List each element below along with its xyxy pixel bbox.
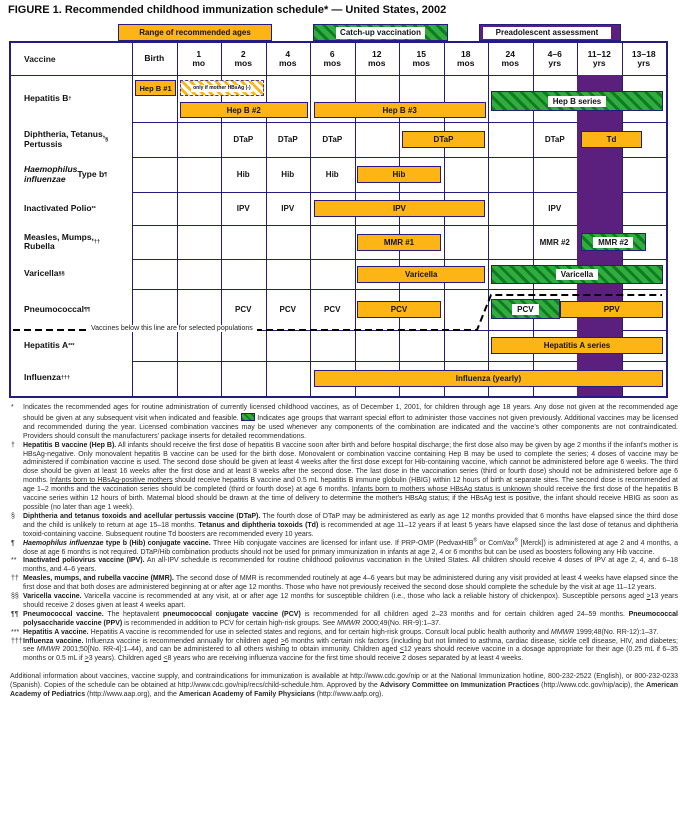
pneumococcal-bar-pcv: PCV xyxy=(357,301,441,318)
footnote-5 xyxy=(10,557,678,575)
schedule-timeline-area xyxy=(132,43,666,396)
footnote-symbol: ¶ xyxy=(11,539,15,547)
bar-label: PCV xyxy=(512,304,538,315)
varicella-green-varicella xyxy=(491,265,664,284)
footnote-symbol: *** xyxy=(11,628,20,636)
vaccine-label-influenza: Influenza ††† xyxy=(24,372,71,383)
footnote-symbol: ¶¶ xyxy=(11,610,19,618)
dtap-text-dtap: DTaP xyxy=(277,135,298,144)
legend-range-of-recommended-ages xyxy=(118,24,272,41)
legend-preadolescent-assessment xyxy=(479,24,621,41)
footnote-symbol: § xyxy=(11,512,15,520)
footnote-text: Measles, mumps, and rubella vaccine (MMR). The second dose of MMR is recommended routinely at age 4–6 years but may be administered during any visit provided at least 4 weeks have elapsed since the first dose and that both doses are administered beginning at or after age 12 months. Those who have not previously received the second dose should complete the schedule by the visit at age 11–12 years. xyxy=(23,575,679,592)
dtap-bar-dtap: DTaP xyxy=(402,131,486,148)
column-header-24-mos: 24 mos xyxy=(501,48,519,68)
footnote-8 xyxy=(10,611,678,629)
pneumococcal-bar-ppv: PPV xyxy=(560,301,663,318)
schedule-row-ipv xyxy=(132,192,666,225)
hepatitis-b-dashed-only-if-mother-hbsag- xyxy=(180,80,265,96)
hib-bar-hib: Hib xyxy=(357,166,441,183)
column-header-6-mos: 6 mos xyxy=(323,48,341,68)
dtap-text-dtap: DTaP xyxy=(233,135,254,144)
footnote-9 xyxy=(10,629,678,638)
hepatitis-b-bar-hep-b-3: Hep B #3 xyxy=(314,102,486,118)
hib-text-hib: Hib xyxy=(281,170,295,179)
closing-paragraph: Additional information about vaccines, vaccine supply, and contraindications for immunization is available at http://www.cdc.gov/nip or at the National Immunization hotline, 800-232-2522 (English), or 800-232-0233 (Spanish). Copies of the schedule can be obtained at http://www.cdc.gov/nip/recs/child-schedule.htm. Approved by the Advisory Committee on Immunization Practices (http://www.cdc.gov/nip/acip), the American Academy of Pediatrics (http://www.aap.org), and the American Academy of Family Physicians (http://www.aafp.org). xyxy=(10,673,679,699)
schedule-row-dtap xyxy=(132,122,666,157)
footnotes xyxy=(10,404,678,700)
influenza-bar-influenza-yearly-: Influenza (yearly) xyxy=(314,370,664,387)
footnote-text: Haemophilus influenzae type b (Hib) conjugate vaccine. Three Hib conjugate vaccines are licensed for infant use. If PRP-OMP (PedvaxHIB® or ComVax® [Merck]) is administered at age 2 and 4 months, a dose at age 6 months is not required. DTaP/Hib combination products should not be used for primary immunization in infants at age 2, 4 or 6 months but can be used as boosters following any Hib vaccine. xyxy=(23,537,679,556)
column-header-11–12-yrs: 11–12 yrs xyxy=(587,48,611,68)
ipv-bar-ipv: IPV xyxy=(314,200,486,217)
footnote-symbol: †† xyxy=(11,575,19,583)
footnote-text: Indicates the recommended ages for routine administration of currently licensed childhood vaccines, as of December 1, 2001, for children through age 18 years. Any dose not given at the recommended age should be given at any subsequent visit when indicated and feasible. Indicates age groups that warrant special effort to administer those vaccines not given previously. Additional vaccines may be licensed and recommended during the year. Licensed combination vaccines may be used whenever any components of the combination are indicated and the vaccine's other components are not contraindicated. Providers should consult the manufacturers' package inserts for detailed recommendations. xyxy=(23,404,678,440)
footnote-text: Influenza vaccine. Influenza vaccine is recommended annually for children aged >6 months with certain risk factors (including but not limited to asthma, cardiac disease, sickle cell disease, HIV, and diabetes; see MMWR 2001;50[No. RR-4]:1–44), and can be administered to all others wishing to obtain immunity. Children aged <12 years should receive vaccine in a dosage appropriate for their age (0.25 mL if 6–35 months or 0.5 mL if >3 years). Children aged <8 years who are receiving influenza vaccine for the first time should receive 2 doses separated by at least 4 weeks. xyxy=(23,637,678,663)
vaccine-label-mmr: Measles, Mumps, Rubella †† xyxy=(24,231,101,251)
hepatitis-a-bar-hepatitis-a-series: Hepatitis A series xyxy=(491,337,664,354)
schedule-table-inner xyxy=(11,43,666,396)
column-header-12-mos: 12 mos xyxy=(368,48,386,68)
hepatitis-b-bar-hep-b-2: Hep B #2 xyxy=(180,102,308,118)
vaccine-label-dtap: Diphtheria, Tetanus, Pertussis § xyxy=(24,129,109,149)
schedule-row-pneumococcal xyxy=(132,289,666,330)
figure-title: FIGURE 1. Recommended childhood immunization schedule* — United States, 2002 xyxy=(8,4,447,16)
vaccine-label-ipv: Inactivated Polio ** xyxy=(24,202,96,213)
pneumococcal-text-pcv: PCV xyxy=(324,305,341,314)
footnote-symbol: † xyxy=(11,441,15,449)
pneumococcal-text-pcv: PCV xyxy=(235,305,252,314)
vaccine-label-hib: Haemophilus influenzae Type b ¶ xyxy=(24,164,108,184)
ipv-text-ipv: IPV xyxy=(548,204,562,213)
legend-range-label: Range of recommended ages xyxy=(139,28,251,37)
column-header-4-mos: 4 mos xyxy=(279,48,297,68)
footnote-text: Pneumococcal vaccine. The heptavalent pneumococcal conjugate vaccine (PCV) is recommended for all children aged 2–23 months and for certain children aged 24–59 months. Pneumococcal polysaccharide vaccine (PPV) is recommended in addition to PCV for certain high-risk groups. See MMWR 2000;49(No. RR-9):1–37. xyxy=(23,610,679,627)
schedule-row-mmr xyxy=(132,225,666,259)
footnote-text: Hepatitis B vaccine (Hep B). All infants should receive the first dose of hepatitis B vaccine soon after birth and before hospital discharge; the first dose also may be given by age 2 months if the infant's mother is HBsAg-negative. Only monovalent hepatitis B vaccine can be used for the birth dose. Monovalent or combination vaccine containing Hep B may be used to complete the series; 4 doses of vaccine may be administered if combination vaccine is used. The second dose should be given at least 4 weeks after the first dose except for Hib-containing vaccine, which cannot be administered before age 6 weeks. The third dose should be given at least 16 weeks after the first dose and at least 8 weeks after the second dose. The last dose in the vaccination series (third or fourth dose) should not be administered before age 6 months. Infants born to HBsAg-positive mothers should receive hepatitis B vaccine and 0.5 mL hepatitis B immune globulin (HBIG) within 12 hours of birth at separate sites. The second dose is recommended at age 1–2 months and the vaccination series should be completed (third or fourth dose) at age 6 months. Infants born to mothers whose HBsAg status is unknown should receive the first dose of the hepatitis B vaccine series within 12 hours of birth. Maternal blood should be drawn at the time of delivery to determine the mother's HBsAg status; if the HBsAg test is positive, the infant should receive HBIG as soon as possible (no later than age 1 week). xyxy=(23,441,678,511)
mmr-green-mmr-2 xyxy=(581,233,646,251)
footnote-text: Hepatitis A vaccine. Hepatitis A vaccine is recommended for use in selected states and regions, and for certain high-risk groups. Consult local public health authority and MMWR 1999;48(No. RR-12):1–37. xyxy=(23,628,659,636)
hib-text-hib: Hib xyxy=(236,170,250,179)
dtap-bar-td: Td xyxy=(581,131,641,148)
bar-label: Hep B series xyxy=(548,96,606,107)
footnote-symbol: * xyxy=(11,404,14,411)
footnote-text: Diphtheria and tetanus toxoids and acellular pertussis vaccine (DTaP). The fourth dose of DTaP may be administered as early as age 12 months provided that 6 months have elapsed since the third dose and the child is unlikely to return at age 15–18 months. Tetanus and diphtheria toxoids (Td) is recommended at age 11–12 years if at least 5 years have elapsed since the last dose of tetanus and diphtheria toxoid-containing vaccine. Subsequent routine Td boosters are recommended every 10 years. xyxy=(23,512,678,538)
schedule-row-hepatitis-a xyxy=(132,330,666,361)
footnote-1 xyxy=(10,404,678,442)
pneumococcal-text-pcv: PCV xyxy=(279,305,296,314)
schedule-row-hib xyxy=(132,157,666,192)
schedule-row-influenza xyxy=(132,361,666,395)
vaccine-label-hepatitis-a: Hepatitis A *** xyxy=(24,339,75,350)
schedule-row-varicella xyxy=(132,259,666,289)
hepatitis-b-green-hep-b-series xyxy=(491,91,664,111)
footnote-symbol: ††† xyxy=(11,637,23,645)
mmr-bar-mmr-1: MMR #1 xyxy=(357,234,441,251)
footnote-text: Inactivated poliovirus vaccine (IPV). An all-IPV schedule is recommended for routine childhood poliovirus vaccination in the United States. All children should receive 4 doses of IPV at age 2, 4, and 6–18 months, and 4–6 years. xyxy=(23,557,679,574)
column-header-4–6-yrs: 4–6 yrs xyxy=(547,48,562,68)
footnote-7 xyxy=(10,593,678,611)
footnote-symbol: ** xyxy=(11,557,17,565)
footnote-list xyxy=(10,404,678,664)
bar-label: MMR #2 xyxy=(593,237,633,248)
vaccine-label-varicella: Varicella §§ xyxy=(24,268,65,279)
column-header-2-mos: 2 mos xyxy=(234,48,252,68)
bar-label: Varicella xyxy=(556,269,598,280)
hib-text-hib: Hib xyxy=(325,170,339,179)
mmr-text-mmr-2: MMR #2 xyxy=(539,237,570,247)
pneumococcal-green-pcv xyxy=(491,299,560,319)
column-header-13–18-yrs: 13–18 yrs xyxy=(631,48,656,68)
column-header-15-mos: 15 mos xyxy=(412,48,430,68)
footnote-3 xyxy=(10,513,678,540)
footnote-2 xyxy=(10,442,678,513)
bar-label: only if mother HBsAg (-) xyxy=(193,84,251,91)
vaccine-label-hepatitis-b: Hepatitis B † xyxy=(24,92,72,103)
column-header-1-mo: 1 mo xyxy=(192,48,206,68)
footnote-symbol: §§ xyxy=(11,593,19,601)
catch-up-swatch-icon xyxy=(241,413,255,421)
selected-populations-divider-label: Vaccines below this line are for selected populations xyxy=(87,325,257,332)
ipv-text-ipv: IPV xyxy=(236,204,250,213)
immunization-schedule-table xyxy=(9,41,668,398)
ipv-text-ipv: IPV xyxy=(281,204,295,213)
column-header-18-mos: 18 mos xyxy=(457,48,475,68)
dtap-text-dtap: DTaP xyxy=(322,135,343,144)
dtap-text-dtap: DTaP xyxy=(544,135,565,144)
footnote-10 xyxy=(10,638,678,665)
hepatitis-b-bar-hep-b-1: Hep B #1 xyxy=(135,80,176,96)
legend-preadolescent-label: Preadolescent assessment xyxy=(483,27,611,39)
footnote-text: Varicella vaccine. Varicella vaccine is recommended at any visit, at or after age 12 months for susceptible children (i.e., those who lack a reliable history of chickenpox). Susceptible persons aged >13 years should receive 2 doses given at least 4 weeks apart. xyxy=(23,593,678,609)
legend-catchup-label: Catch-up vaccination xyxy=(336,27,425,39)
vaccine-column-header: Vaccine xyxy=(24,54,56,64)
vaccine-label-pneumococcal: Pneumococcal ¶¶ xyxy=(24,303,91,314)
column-header-Birth: Birth xyxy=(144,53,165,64)
footnote-4 xyxy=(10,537,679,558)
legend-catch-up-vaccination xyxy=(313,24,448,41)
schedule-row-hepatitis-b xyxy=(132,75,666,122)
footnote-6 xyxy=(10,575,678,593)
varicella-bar-varicella: Varicella xyxy=(357,266,485,283)
